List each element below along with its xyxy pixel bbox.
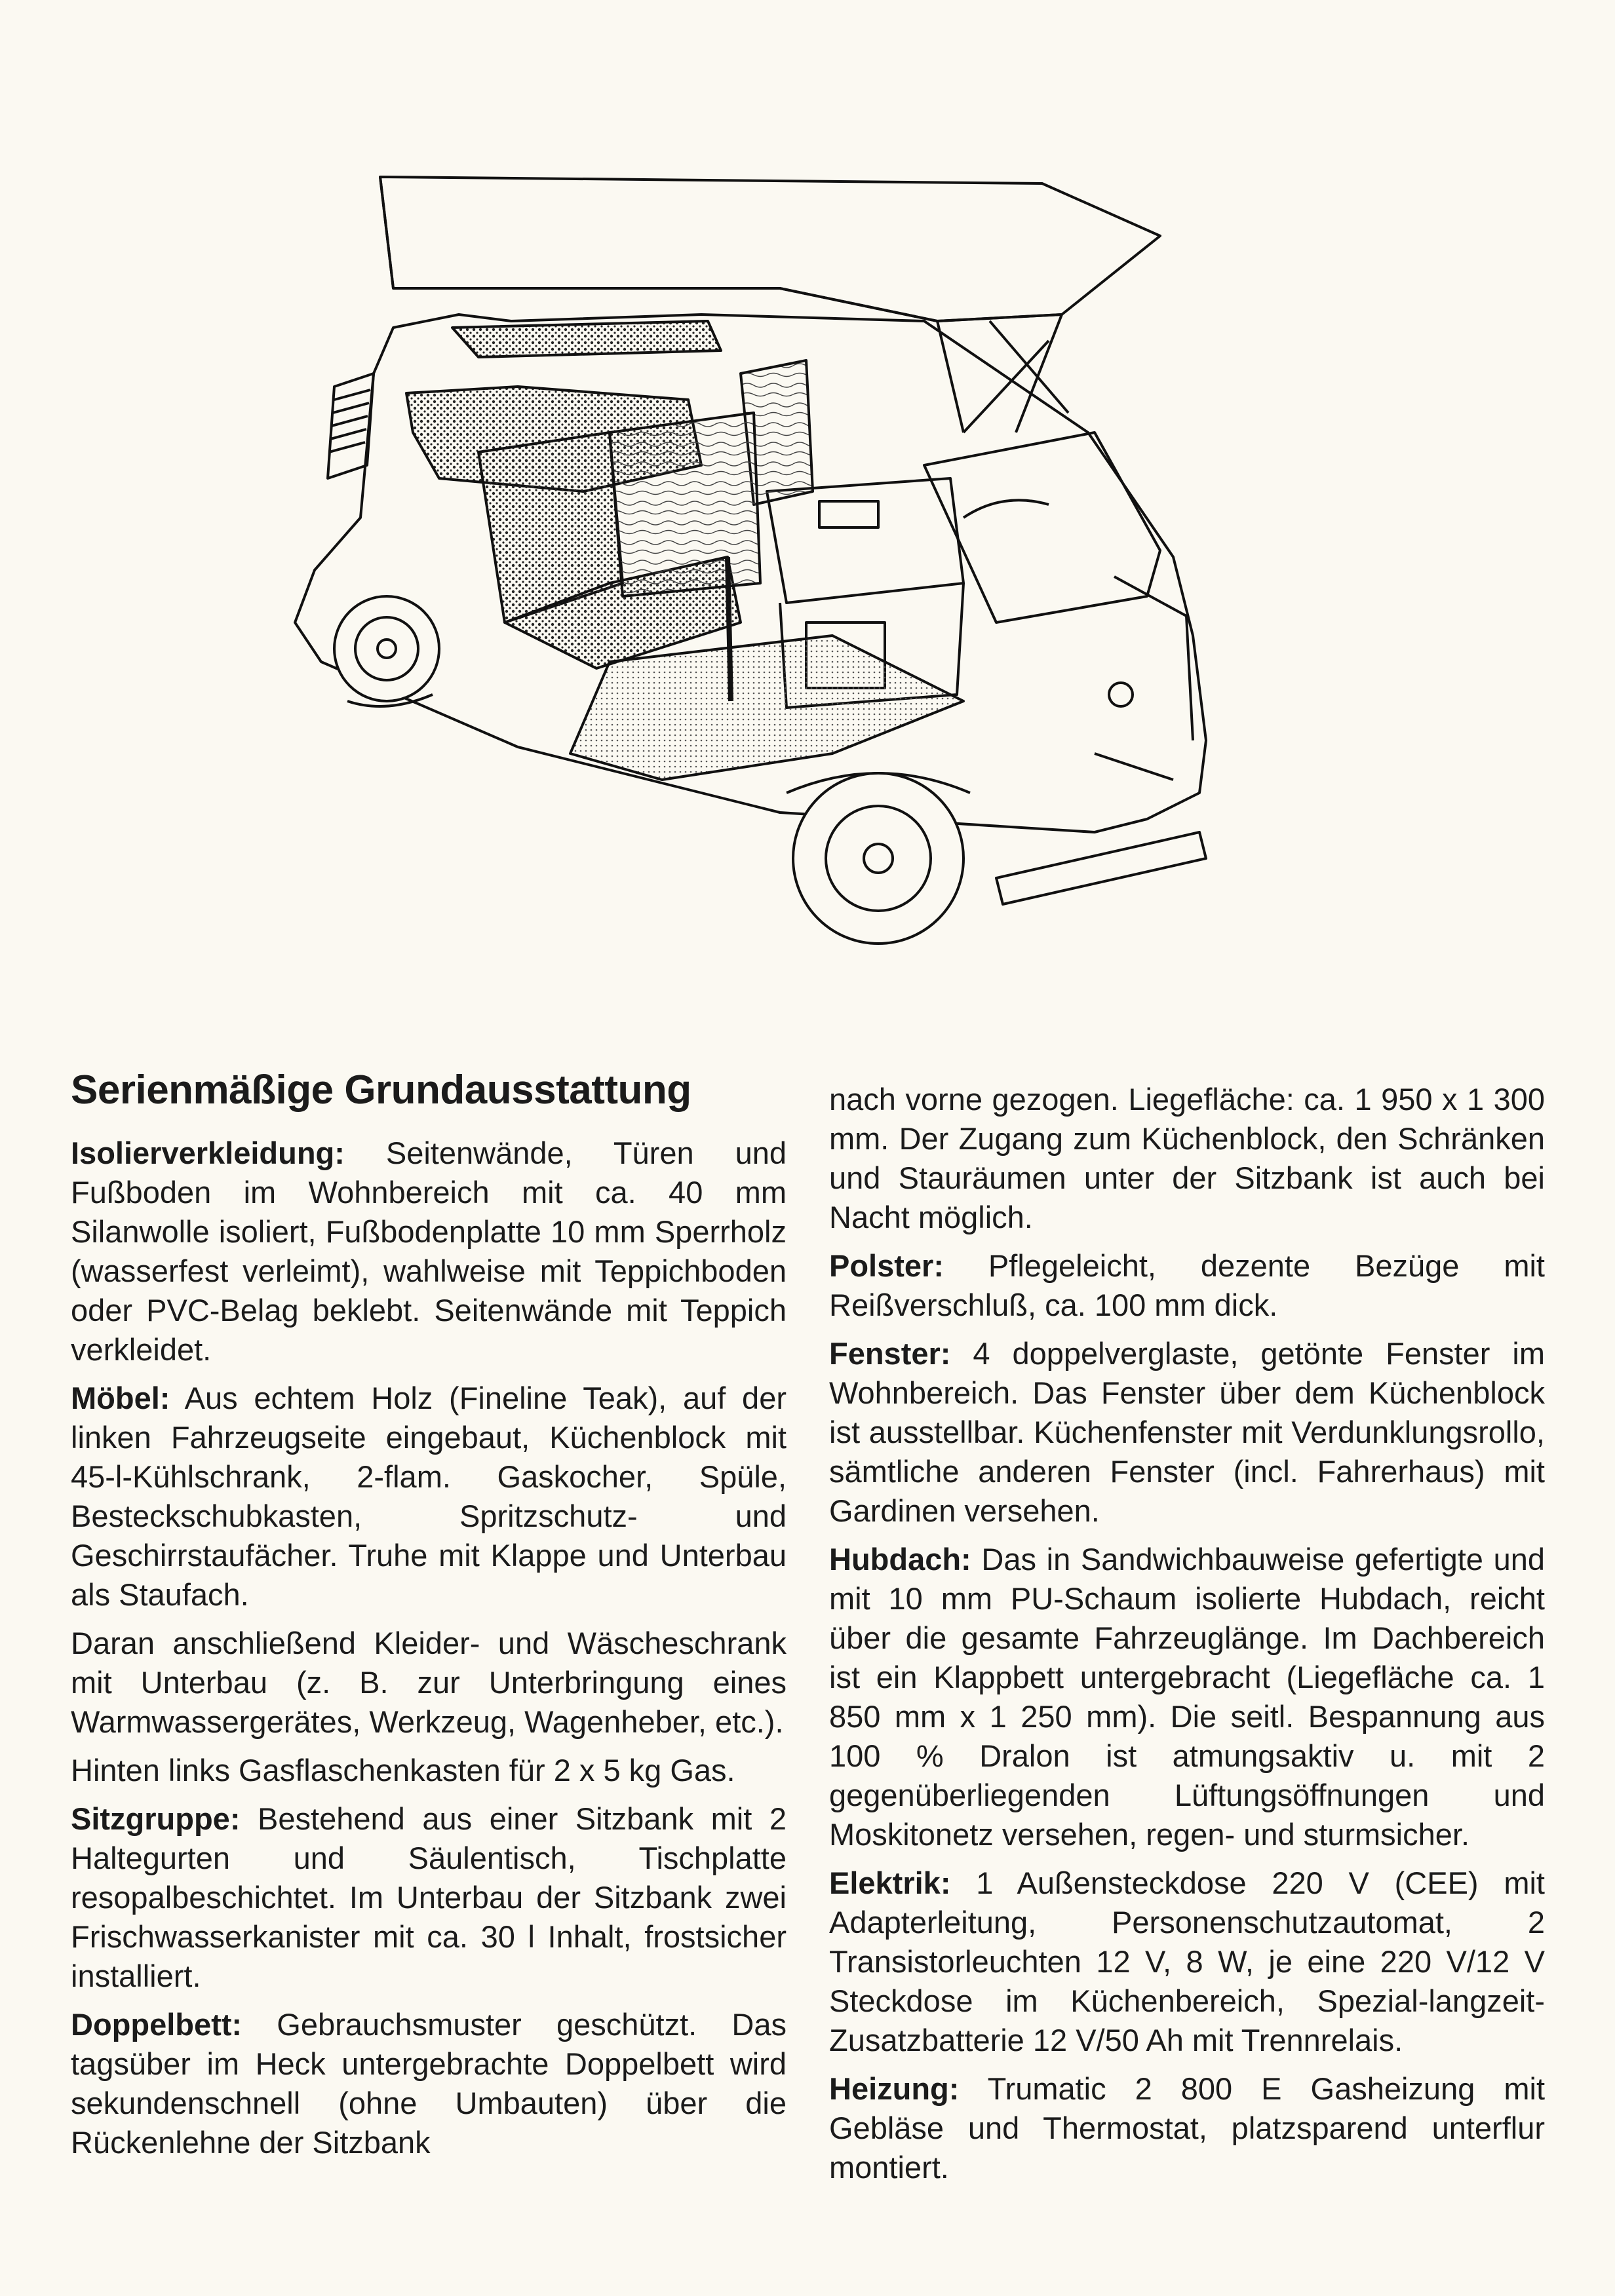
paragraph-label: Fenster: — [829, 1336, 951, 1371]
camper-van-cutaway-illustration — [243, 124, 1370, 1016]
paragraph-doppelbett-continued — [829, 1080, 1545, 1237]
paragraph-label: Elektrik: — [829, 1866, 951, 1900]
paragraph-text: nach vorne gezogen. Liegefläche: ca. 1 950 x 1 300 mm. Der Zugang zum Küchenblock, den Schränken und Stauräumen unter der Sitzbank ist auch bei Nacht möglich. — [829, 1082, 1545, 1234]
paragraph-label: Möbel: — [71, 1381, 170, 1415]
right-text-column — [829, 1080, 1545, 2196]
paragraph-text: Seitenwände, Türen und Fußboden im Wohnbereich mit ca. 40 mm Silanwolle isoliert, Fußbodenplatte 10 mm Sperrholz (wasserfest verleimt), wahlweise mit Teppichboden oder PVC-Belag beklebt. Seitenwände mit Teppich verkleidet. — [71, 1136, 787, 1367]
paragraph-fenster — [829, 1334, 1545, 1531]
paragraph-isolierverkleidung — [71, 1134, 787, 1369]
paragraph-text: Hinten links Gasflaschenkasten für 2 x 5 kg Gas. — [71, 1753, 735, 1788]
paragraph-label: Isolierverkleidung: — [71, 1136, 345, 1170]
paragraph-heizung — [829, 2069, 1545, 2187]
paragraph-gasflaschen — [71, 1751, 787, 1790]
paragraph-label: Doppelbett: — [71, 2007, 243, 2042]
paragraph-elektrik — [829, 1864, 1545, 2060]
paragraph-hubdach — [829, 1540, 1545, 1854]
paragraph-text: Daran anschließend Kleider- und Wäscheschrank mit Unterbau (z. B. zur Unterbringung eines Warmwassergerätes, Werkzeug, Wagenheber, etc.). — [71, 1626, 787, 1739]
paragraph-text: 1 Außensteckdose 220 V (CEE) mit Adapterleitung, Personenschutzautomat, 2 Transistorleuchten 12 V, 8 W, je eine 220 V/12 V Steckdose im Küchenbereich, Spezial-langzeit-Zusatzbatterie 12 V/50 Ah mit Trennrelais. — [829, 1866, 1545, 2057]
paragraph-label: Polster: — [829, 1248, 944, 1283]
paragraph-doppelbett — [71, 2005, 787, 2162]
paragraph-text: Pflegeleicht, dezente Bezüge mit Reißverschluß, ca. 100 mm dick. — [829, 1248, 1545, 1322]
paragraph-sitzgruppe — [71, 1799, 787, 1996]
paragraph-text: Trumatic 2 800 E Gasheizung mit Gebläse und Thermostat, platzsparend unterflur montiert. — [829, 2071, 1545, 2185]
paragraph-moebel — [71, 1379, 787, 1615]
paragraph-text: 4 doppelverglaste, getönte Fenster im Wohnbereich. Das Fenster über dem Küchenblock ist ausstellbar. Küchenfenster mit Verdunklungsrollo, sämtliche anderen Fenster (incl. Fahrerhaus) mit Gardinen versehen. — [829, 1336, 1545, 1528]
paragraph-text: Bestehend aus einer Sitzbank mit 2 Haltegurten und Säulentisch, Tischplatte resopalbeschichtet. Im Unterbau der Sitzbank zwei Frischwasserkanister mit ca. 30 l Inhalt, frostsicher installiert. — [71, 1801, 787, 1993]
paragraph-text: Gebrauchsmuster geschützt. Das tagsüber im Heck untergebrachte Doppelbett wird sekundenschnell (ohne Umbauten) über die Rückenlehne der Sitzbank — [71, 2007, 787, 2160]
left-text-column — [71, 1134, 787, 2172]
section-heading: Serienmäßige Grundausstattung — [71, 1067, 691, 1113]
paragraph-text: Aus echtem Holz (Fineline Teak), auf der linken Fahrzeugseite eingebaut, Küchenblock mit 45-l-Kühlschrank, 2-flam. Gaskocher, Spüle, Besteckschubkasten, Spritzschutz- und Geschirrstaufächer. Truhe mit Klappe und Unterbau als Staufach. — [71, 1381, 787, 1612]
paragraph-label: Hubdach: — [829, 1542, 971, 1577]
paragraph-label: Heizung: — [829, 2071, 960, 2106]
paragraph-text: Das in Sandwichbauweise gefertigte und mit 10 mm PU-Schaum isolierte Hubdach, reicht über die gesamte Fahrzeuglänge. Im Dachbereich ist ein Klappbett untergebracht (Liegefläche ca. 1 850 mm x 1 250 mm). Die seitl. Bespannung aus 100 % Dralon ist atmungsaktiv u. mit 2 gegenüberliegenden Lüftungsöffnungen und Moskitonetz versehen, regen- und sturmsicher. — [829, 1542, 1545, 1852]
paragraph-polster — [829, 1246, 1545, 1325]
paragraph-label: Sitzgruppe: — [71, 1801, 241, 1836]
paragraph-kleiderschrank — [71, 1624, 787, 1742]
